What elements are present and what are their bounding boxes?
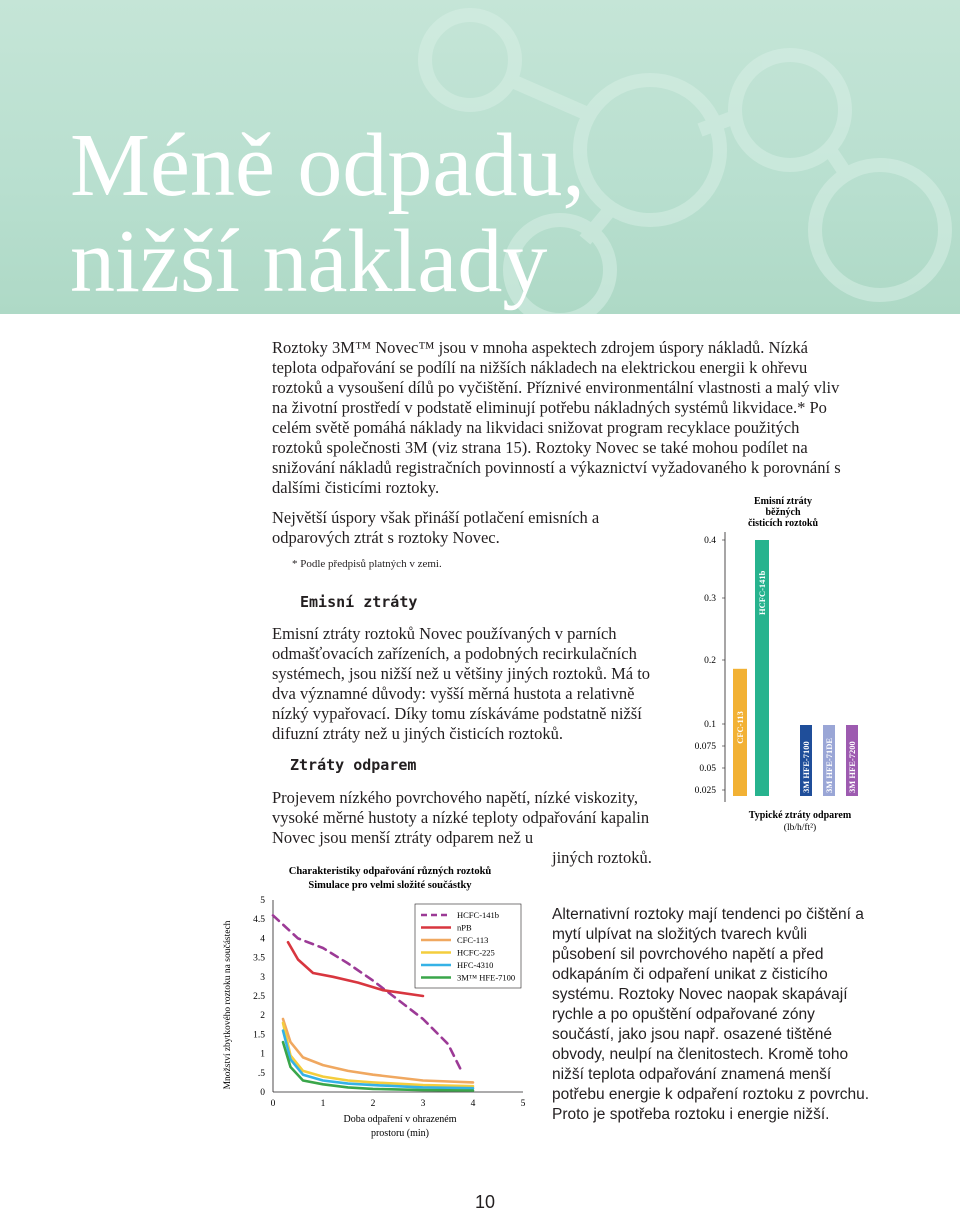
bar-label: HCFC-141b: [757, 570, 767, 615]
section-evaporation-text-end: jiných roztoků.: [552, 848, 652, 867]
bar-chart-y-tick: 0.3: [704, 594, 716, 604]
bar-chart-y-tick: 0.4: [704, 536, 716, 546]
line-chart-x-tick: 1: [320, 1099, 326, 1109]
savings-paragraph: Největší úspory však přináší potlačení emisních a odparových ztrát s roztoky Novec.: [272, 508, 600, 547]
bar-chart-xlabel-unit: (lb/h/ft²): [783, 823, 817, 833]
bar-chart-y-tick: 0.05: [699, 764, 716, 774]
legend-label: HCFC-141b: [457, 910, 500, 920]
line-chart-y-tick: 2.5: [253, 992, 265, 1002]
bar-chart-y-tick: 0.025: [694, 786, 716, 796]
bar-chart-y-tick: 0.1: [704, 720, 716, 730]
legend-label: HCFC-225: [457, 947, 495, 958]
section-emission-text: Emisní ztráty roztoků Novec používaných v parních odmašťovacích zařízeních, a podobných recirkulačních systémech, jsou nižší než u většiny jiných roztoků. Má to dva významné důvody: vyšší měrná hustota a relativně nízký vypařovací. Díky tomu získáváme podstatně nižší difuzní ztráty než u jiných čisticích roztoků.: [272, 624, 651, 743]
bar-label: CFC-113: [735, 711, 745, 744]
right-column-paragraph: Alternativní roztoky mají tendenci po čištění a mytí ulpívat na složitých tvarech kvůli působení sil povrchového napětí a před odkapáním či odpaření unikat z čisticího systému. Roztoky Novec naopak skapávají rychle a po opuštění odpařované zóny součástí, jako jsou např. osazené tištěné obvody, neulpí na členitostech. Kromě toho nižší teplota odpařování znamená menší potřebu energie k odpaření roztoku z povrchu. Proto je spotřeba roztoku i energie nižší.: [552, 906, 870, 1123]
line-chart-y-tick: 4.5: [253, 915, 265, 926]
line-chart-x-tick: 4: [470, 1099, 476, 1109]
page-number: 10: [474, 1192, 496, 1212]
section-heading-evaporation-losses: Ztráty odparem: [290, 756, 417, 774]
section-heading-emission-losses: Emisní ztráty: [300, 593, 418, 611]
line-chart-x-tick: 5: [520, 1099, 526, 1109]
line-chart-ylabel: Množství zbytkového roztoku na součástech: [223, 920, 233, 1090]
line-chart-y-tick: 3: [260, 972, 265, 983]
legend-label: CFC-113: [457, 935, 489, 945]
line-chart-xlabel-line1: Doba odpaření v ohrazeném: [343, 1114, 457, 1125]
line-chart-y-tick: 1: [260, 1049, 265, 1060]
bar-chart-title-line3: čisticích roztoků: [747, 518, 819, 529]
emission-bar-chart: [680, 490, 880, 840]
page-title-line2: nižší náklady: [70, 212, 548, 311]
line-chart-x-tick: 0: [270, 1099, 276, 1109]
bar-label: 3M HFE-7100: [801, 741, 811, 793]
footnote: * Podle předpisů platných v zemi.: [292, 558, 442, 570]
bar-chart-title-line1: Emisní ztráty: [753, 496, 813, 507]
line-chart-x-tick: 2: [370, 1099, 376, 1109]
line-chart-x-tick: 3: [420, 1099, 426, 1109]
page-title: [70, 118, 585, 310]
line-chart-y-tick: 0: [260, 1088, 265, 1098]
line-chart-y-tick: 1.5: [253, 1030, 265, 1041]
line-chart-y-tick: 2: [260, 1011, 265, 1022]
line-chart-y-tick: .5: [257, 1068, 265, 1079]
legend-label: nPB: [457, 922, 472, 933]
bar-label: 3M HFE-71DE: [824, 737, 834, 793]
line-chart-y-tick: 3.5: [253, 953, 265, 964]
bar-chart-title-line2: běžných: [765, 507, 801, 518]
intro-paragraph: Roztoky 3M™ Novec™ jsou v mnoha aspektech zdrojem úspory nákladů. Nízká teplota odpařování se podílí na nižších nákladech na elektrickou energii k ohřevu roztoků a vysoušení dílů po vyčištění. Příznivé environmentální vlastnosti a malý vliv na životní prostředí v podstatě eliminují potřebu nákladných systémů likvidace.* Po celém světě pomáhá náklady na likvidaci snižovat program recyklace použitých roztoků společnosti 3M (viz strana 15). Roztoky Novec se také mohou podílet na snižování nákladů registračních povinností a výkaznictví vyžadovaného k porovnání s dalšími čisticími roztoky.: [272, 338, 841, 497]
bar-label: 3M HFE-7200: [847, 741, 857, 793]
legend-label: HFC-4310: [457, 960, 494, 970]
section-evaporation-text: Projevem nízkého povrchového napětí, nízké viskozity, vysoké měrné hustoty a nízké teploty odpařování kapalin Novec jsou menší ztráty odparem než u: [272, 788, 650, 847]
line-chart-subtitle: Simulace pro velmi složité součástky: [308, 880, 472, 891]
line-chart-y-tick: 4: [260, 934, 265, 945]
bar-chart-y-tick: 0.2: [704, 656, 716, 666]
bar-chart-xlabel: Typické ztráty odparem: [748, 810, 852, 821]
legend-label: 3M™ HFE-7100: [457, 972, 516, 983]
evaporation-line-chart: [215, 860, 535, 1150]
line-chart-xlabel-line2: prostoru (min): [370, 1128, 430, 1139]
header-banner: [0, 0, 960, 314]
page-title-line1: Méně odpadu,: [70, 116, 585, 215]
line-chart-y-tick: 5: [260, 896, 265, 906]
line-chart-title: Charakteristiky odpařování různých roztoků: [288, 866, 492, 877]
bar-chart-y-tick: 0.075: [694, 742, 716, 752]
